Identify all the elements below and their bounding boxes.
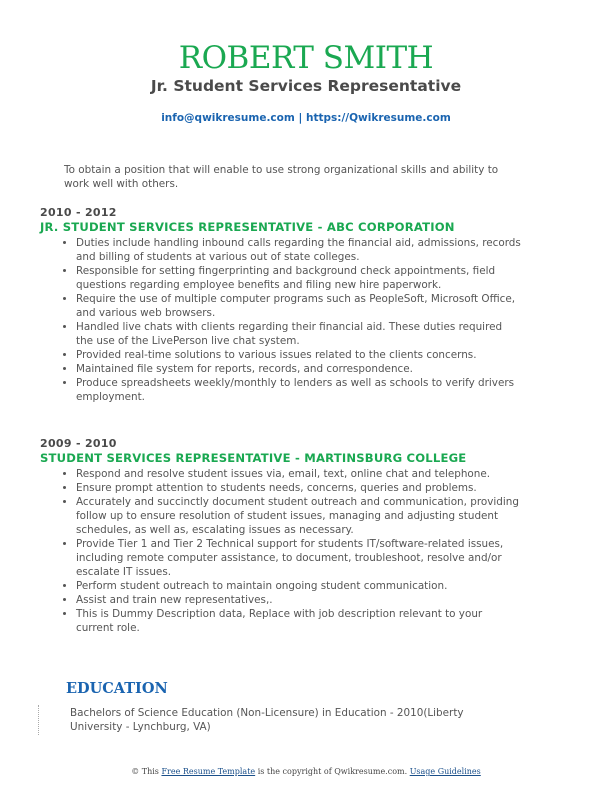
website-link[interactable]: https://Qwikresume.com xyxy=(305,112,451,124)
list-item: • Maintained file system for reports, records, and correspondence. xyxy=(76,362,521,376)
list-item: • Provide Tier 1 and Tier 2 Technical support for students IT/software-related issues, including remote computer assistance, to document, troubleshoot, resolve and/or escalate IT issues. xyxy=(76,537,521,579)
job-dates: 2009 - 2010 xyxy=(40,437,117,450)
divider xyxy=(38,705,39,735)
candidate-name: ROBERT SMITH xyxy=(178,40,434,76)
list-item: • Duties include handling inbound calls regarding the financial aid, admissions, records and billing of students at various out of state colleges. xyxy=(76,236,521,264)
objective: To obtain a position that will enable to use strong organizational skills and ability to work well with others. xyxy=(64,164,499,190)
footer-prefix: © This xyxy=(131,767,162,776)
job-1 xyxy=(40,206,540,404)
list-item: • Require the use of multiple computer programs such as PeopleSoft, Microsoft Office, and various web browsers. xyxy=(76,292,521,320)
education-heading: EDUCATION xyxy=(66,680,168,697)
list-item: • Responsible for setting fingerprinting and background check appointments, field questions regarding employee benefits and filing new hire paperwork. xyxy=(76,264,521,292)
list-item: • Respond and resolve student issues via, email, text, online chat and telephone. xyxy=(76,467,521,481)
email-link[interactable]: info@qwikresume.com xyxy=(161,112,295,124)
list-item: • Perform student outreach to maintain ongoing student communication. xyxy=(76,579,521,593)
list-item: • Assist and train new representatives,. xyxy=(76,593,521,607)
job-bullets xyxy=(40,236,521,404)
job-dates: 2010 - 2012 xyxy=(40,206,117,219)
list-item: • This is Dummy Description data, Replace with job description relevant to your current role. xyxy=(76,607,521,635)
job-title: JR. STUDENT SERVICES REPRESENTATIVE - ABC CORPORATION xyxy=(40,220,455,234)
job-2 xyxy=(40,437,540,635)
list-item: • Handled live chats with clients regarding their financial aid. These duties required the use of the LivePerson live chat system. xyxy=(76,320,521,348)
job-bullets xyxy=(40,467,521,635)
contact-line xyxy=(0,111,612,125)
footer-middle: is the copyright of Qwikresume.com. xyxy=(255,767,410,776)
usage-guidelines-link[interactable]: Usage Guidelines xyxy=(409,767,481,776)
list-item: • Ensure prompt attention to students needs, concerns, queries and problems. xyxy=(76,481,521,495)
separator: | xyxy=(294,112,306,124)
job-title: STUDENT SERVICES REPRESENTATIVE - MARTINSBURG COLLEGE xyxy=(40,451,467,465)
list-item: • Produce spreadsheets weekly/monthly to lenders as well as schools to verify drivers employment. xyxy=(76,376,521,404)
list-item: • Provided real-time solutions to various issues related to the clients concerns. xyxy=(76,348,521,362)
free-resume-template-link[interactable]: Free Resume Template xyxy=(161,767,256,776)
education-entry: Bachelors of Science Education (Non-Licensure) in Education - 2010(Liberty University - Lynchburg, VA) xyxy=(70,707,464,733)
footer xyxy=(0,767,612,776)
list-item: • Accurately and succinctly document student outreach and communication, providing follow up to ensure resolution of student issues, managing and adjusting student schedules, as well as, escalating issues as necessary. xyxy=(76,495,521,537)
candidate-title: Jr. Student Services Representative xyxy=(150,77,462,95)
